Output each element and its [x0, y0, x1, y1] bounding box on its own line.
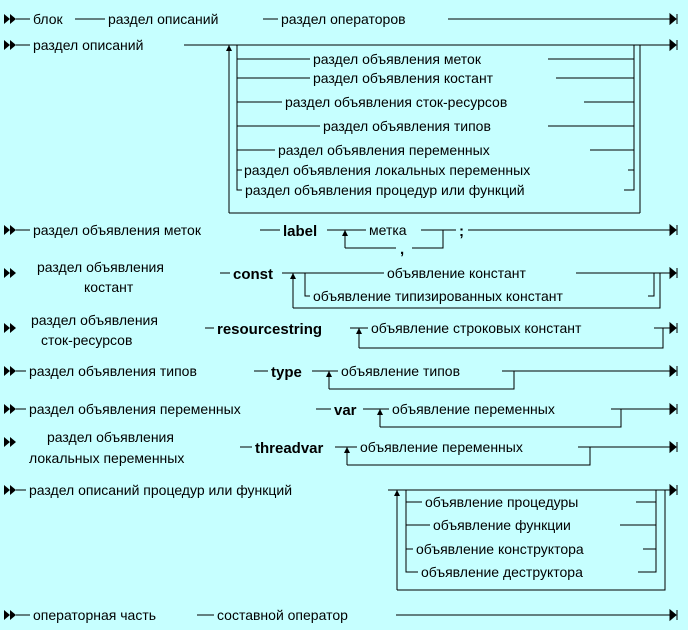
rule-vars — [4, 401, 677, 427]
rule-declarations — [4, 37, 677, 213]
end-marker — [670, 366, 677, 376]
end-marker — [670, 485, 677, 495]
rule-name-line1: раздел объявления — [31, 312, 158, 328]
item-resources: раздел объявления сток-ресурсов — [285, 94, 508, 110]
item-label: метка — [369, 222, 407, 238]
item-resource-decl: объявление строковых констант — [371, 320, 582, 336]
start-marker — [4, 225, 16, 235]
item-destructor: объявление деструктора — [421, 564, 583, 580]
rule-consts — [4, 259, 677, 308]
start-marker — [4, 14, 16, 24]
rule-name: блок — [33, 11, 63, 27]
start-marker — [4, 323, 16, 333]
rule-name-line1: раздел объявления — [47, 429, 174, 445]
item-statements: раздел операторов — [281, 11, 406, 27]
end-marker — [670, 268, 677, 278]
rule-name-line2: локальных переменных — [29, 450, 185, 466]
rule-name: операторная часть — [33, 607, 157, 623]
start-marker — [4, 485, 16, 495]
rule-name-line2: сток-ресурсов — [41, 332, 133, 348]
rule-name-line1: раздел объявления — [37, 259, 164, 275]
item-procedure: объявление процедуры — [425, 494, 579, 510]
end-marker — [670, 323, 677, 333]
keyword-var: var — [334, 402, 357, 419]
rule-threadvars — [4, 429, 677, 466]
end-marker — [670, 442, 677, 452]
item-labels: раздел объявления меток — [313, 51, 481, 67]
end-marker — [670, 40, 677, 50]
terminator: ; — [459, 223, 464, 240]
start-marker — [4, 404, 16, 414]
rule-routines — [4, 482, 677, 590]
rule-labels — [4, 222, 677, 258]
rule-name-line2: костант — [84, 279, 134, 295]
keyword-type: type — [271, 364, 302, 381]
item-compound-statement: составной оператор — [217, 607, 348, 623]
keyword-label: label — [283, 223, 318, 240]
start-marker — [4, 610, 16, 620]
keyword-resourcestring: resourcestring — [217, 321, 323, 338]
item-function: объявление функции — [433, 517, 571, 533]
rule-name: раздел объявления типов — [29, 363, 197, 379]
rule-block — [4, 11, 677, 27]
end-marker — [670, 225, 677, 235]
item-threadvars: раздел объявления локальных переменных — [244, 162, 531, 178]
separator: , — [400, 241, 405, 258]
item-vars: раздел объявления переменных — [278, 142, 490, 158]
item-threadvar-decl: объявление переменных — [360, 439, 523, 455]
item-declarations: раздел описаний — [108, 11, 219, 27]
item-const-decl: объявление констант — [387, 265, 526, 281]
item-typed-const-decl: объявление типизированных констант — [313, 288, 563, 304]
start-marker — [4, 268, 16, 278]
keyword-const: const — [233, 266, 274, 283]
rule-name: раздел объявления переменных — [29, 401, 241, 417]
start-marker — [4, 437, 16, 447]
rule-types — [4, 363, 677, 389]
rule-name: раздел описаний процедур или функций — [29, 482, 293, 498]
end-marker — [670, 404, 677, 414]
rule-name: раздел описаний — [33, 37, 144, 53]
rule-name: раздел объявления меток — [33, 222, 201, 238]
end-marker — [670, 14, 677, 24]
rule-statements — [4, 607, 677, 623]
start-marker — [4, 366, 16, 376]
keyword-threadvar: threadvar — [255, 440, 324, 457]
start-marker — [4, 40, 16, 50]
item-type-decl: объявление типов — [341, 363, 461, 379]
item-routines: раздел объявления процедур или функций — [245, 182, 525, 198]
item-consts: раздел объявления костант — [313, 70, 494, 86]
item-types: раздел объявления типов — [323, 118, 491, 134]
end-marker — [670, 610, 677, 620]
item-var-decl: объявление переменных — [392, 401, 555, 417]
rule-resources — [4, 312, 677, 348]
item-constructor: объявление конструктора — [416, 541, 584, 557]
